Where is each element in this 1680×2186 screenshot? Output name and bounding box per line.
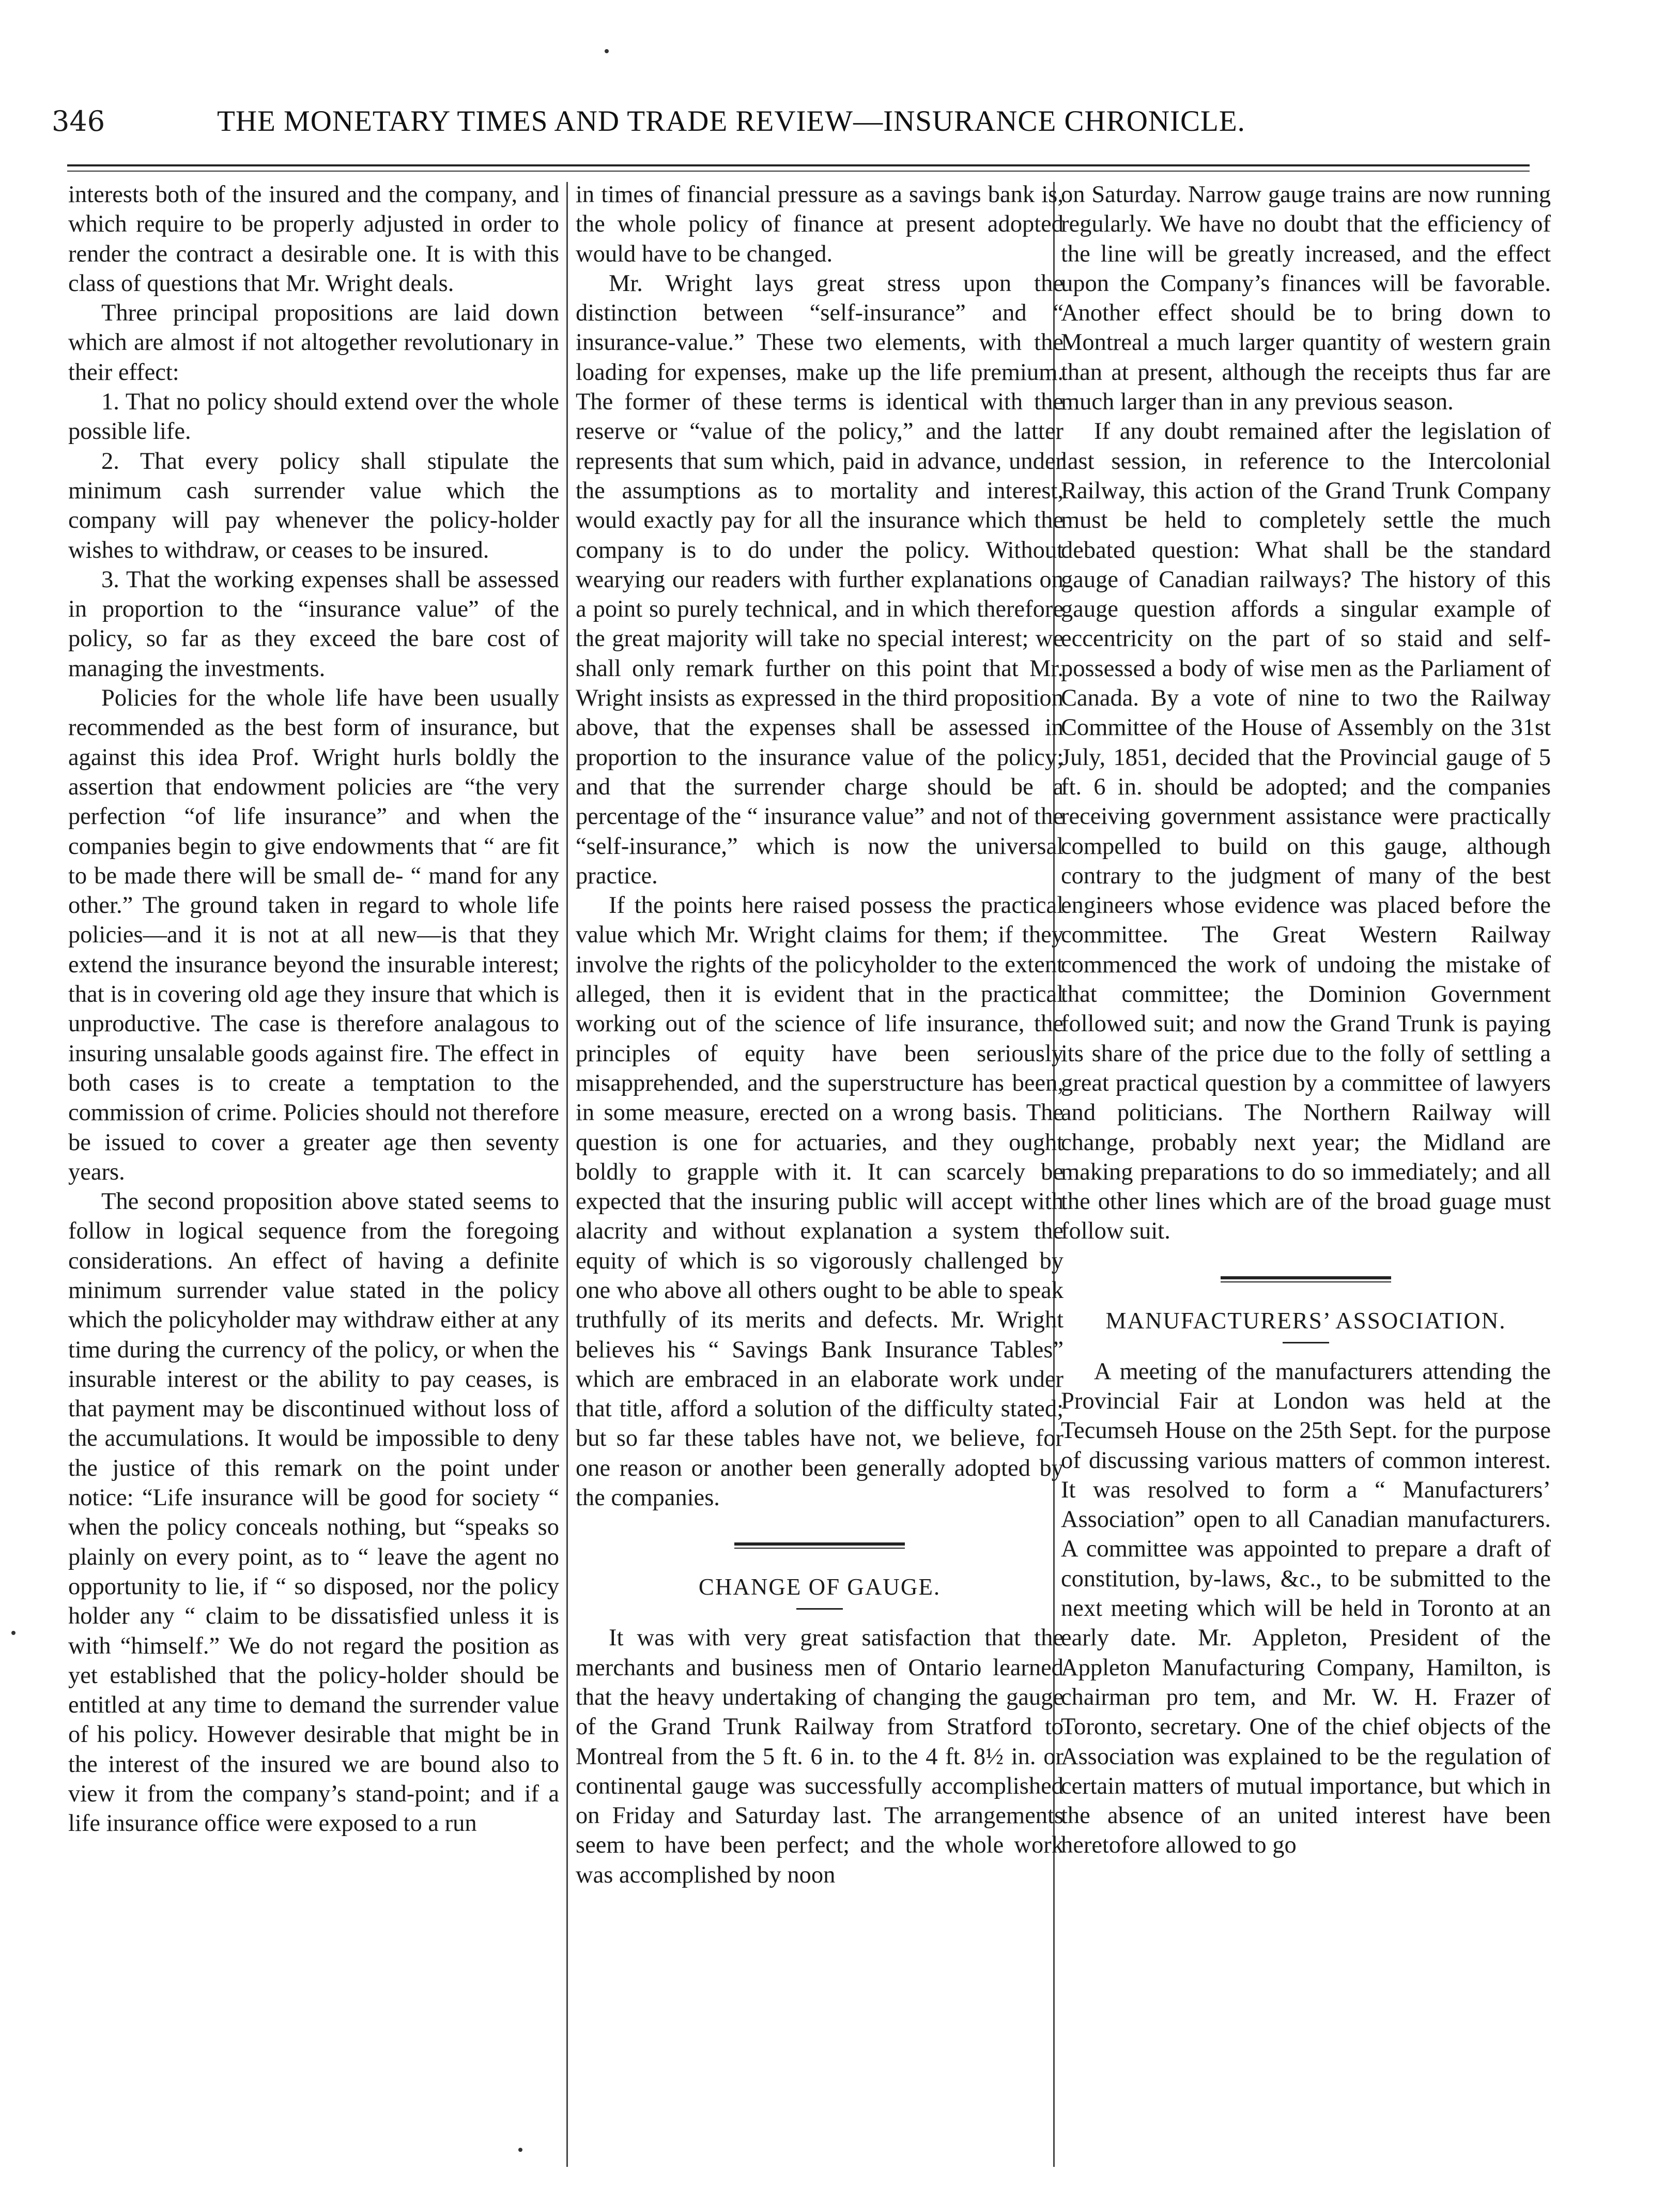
paragraph: on Saturday. Narrow gauge trains are now running regularly. We have no doubt that the efficiency of the line will be greatly increased, and the effect upon the Company’s finances will be favorable. Another effect should be to bring down to Montreal a much larger quantity of western grain than at present, although the receipts thus far are much larger than in any previous season.	[1061, 181, 1551, 416]
header-rule-thin	[67, 171, 1530, 172]
paragraph: interests both of the insured and the company, and which require to be properly adjusted in order to render the contract a desirable one. It is with this class of questions that Mr. Wright deals.	[68, 181, 559, 297]
ink-smudge	[11, 1631, 16, 1635]
column-3	[1061, 180, 1551, 1860]
column-1	[68, 180, 559, 1839]
section-rule-thick	[734, 1542, 905, 1546]
paragraph: in times of financial pressure as a savings bank is, the whole policy of finance at present adopted would have to be changed.	[576, 181, 1064, 267]
header-rule-thick	[67, 164, 1530, 166]
heading-rule	[796, 1608, 843, 1610]
spacer	[576, 1549, 1064, 1572]
page-number: 346	[52, 105, 105, 137]
paragraph: A meeting of the manufacturers attending the Provincial Fair at London was held at the Tecumseh House on the 25th Sept. for the purpose of discussing various matters of common interest. It was resolved to form a “ Manufacturers’ Association” open to all Canadian manufacturers. A committee was appointed to prepare a draft of constitution, by-laws, &c., to be submitted to the next meeting which will be held in Toronto at an early date. Mr. Appleton, President of the Appleton Manufacturing Company, Hamilton, is chairman pro tem, and Mr. W. H. Frazer of Toronto, secretary. One of the chief objects of the Association was explained to be the regulation of certain matters of mutual importance, but which in the absence of an united interest have been heretofore allowed to go	[1061, 1358, 1551, 1859]
running-title: THE MONETARY TIMES AND TRADE REVIEW—INSURANCE CHRONICLE.	[217, 105, 1245, 137]
paragraph: Mr. Wright lays great stress upon the distinction between “self-insurance” and “ insurance-value.” These two elements, with the loading for expenses, make up the life premium. The former of these terms is identical with the reserve or “value of the policy,” and the latter represents that sum which, paid in advance, under the assumptions as to mortality and interest, would exactly pay for all the insurance which the company is to do under the policy. Without wearying our readers with further explanations on a point so purely technical, and in which therefore the great majority will take no special interest; we shall only remark further on this point that Mr. Wright insists as expressed in the third proposition above, that the expenses shall be assessed in proportion to the insurance value of the policy; and that the surrender charge should be a percentage of the “ insurance value” and not of the “self-insurance,” which is now the universal practice.	[576, 270, 1064, 889]
list-item: 3. That the working expenses shall be assessed in proportion to the “insurance value” of the policy, so far as they exceed the bare cost of managing the investments.	[68, 566, 559, 682]
ink-smudge	[518, 2148, 522, 2152]
section-rule-thick	[1221, 1276, 1391, 1279]
column-divider	[566, 182, 568, 2167]
section-heading: CHANGE OF GAUGE.	[698, 1574, 941, 1600]
spacer	[1061, 1246, 1551, 1276]
spacer	[576, 1512, 1064, 1542]
section-heading: MANUFACTURERS’ ASSOCIATION.	[1105, 1307, 1506, 1334]
heading-rule	[1283, 1342, 1329, 1343]
paragraph: The second proposition above stated seems to follow in logical sequence from the foregoing considerations. An effect of having a definite minimum surrender value stated in the policy which the policyholder may withdraw either at any time during the currency of the policy, or when the insurable interest or the ability to pay ceases, is that payment may be discontinued without loss of the accumulations. It would be impossible to deny the justice of this remark on the point under notice: “Life insurance will be good for society “ when the policy conceals nothing, but “speaks so plainly on every point, as to “ leave the agent no opportunity to lie, if “ so disposed, nor the policy holder any “ claim to be dissatisfied unless it is with “himself.” We do not regard the position as yet established that the policy-holder should be entitled at any time to demand the surrender value of his policy. However desirable that might be in the interest of the insured we are bound also to view it from the company’s stand-point; and if a life insurance office were exposed to a run	[68, 1188, 559, 1837]
paragraph: Policies for the whole life have been usually recommended as the best form of insurance, but against this idea Prof. Wright hurls boldly the assertion that endowment policies are “the very perfection “of life insurance” and when the companies begin to give endowments that “ are fit to be made there will be small de- “ mand for any other.” The ground taken in regard to whole life policies—and it is not at all new—is that they extend the insurance beyond the insurable interest; that is in covering old age they insure that which is unproductive. The case is therefore analagous to insuring unsalable goods against fire. The effect in both cases is to create a temptation to the commission of crime. Policies should not therefore be issued to cover a greater age then seventy years.	[68, 685, 559, 1185]
column-2	[576, 180, 1064, 1890]
list-item: 2. That every policy shall stipulate the minimum cash surrender value which the company will pay whenever the policy-holder wishes to withdraw, or ceases to be insured.	[68, 448, 559, 563]
paragraph: If any doubt remained after the legislation of last session, in reference to the Intercolonial Railway, this action of the Grand Trunk Company must be held to completely settle the much debated question: What shall be the standard gauge of Canadian railways? The history of this gauge question affords a singular example of eccentricity on the part of so staid and self-possessed a body of wise men as the Parliament of Canada. By a vote of nine to two the Railway Committee of the House of Assembly on the 31st July, 1851, decided that the Provincial gauge of 5 ft. 6 in. should be adopted; and the companies receiving government assistance were practically compelled to build on this gauge, although contrary to the judgment of many of the best engineers whose evidence was placed before the committee. The Great Western Railway commenced the work of undoing the mistake of that committee; the Dominion Government followed suit; and now the Grand Trunk is paying its share of the price due to the folly of settling a great practical question by a committee of lawyers and politicians. The Northern Railway will change, probably next year; the Midland are making preparations to do so immediately; and all the other lines which are of the broad guage must follow suit.	[1061, 418, 1551, 1245]
paragraph: Three principal propositions are laid down which are almost if not altogether revolutionary in their effect:	[68, 300, 559, 386]
page-header	[52, 101, 1540, 158]
list-item: 1. That no policy should extend over the whole possible life.	[68, 389, 559, 445]
paragraph: It was with very great satisfaction that the merchants and business men of Ontario learned that the heavy undertaking of changing the gauge of the Grand Trunk Railway from Stratford to Montreal from the 5 ft. 6 in. to the 4 ft. 8½ in. or continental gauge was successfully accomplished on Friday and Saturday last. The arrangements seem to have been perfect; and the whole work was accomplished by noon	[576, 1625, 1064, 1888]
ink-smudge	[605, 49, 609, 53]
paragraph: If the points here raised possess the practical value which Mr. Wright claims for them; if they involve the rights of the policyholder to the extent alleged, then it is evident that in the practical working out of the science of life insurance, the principles of equity have been seriously misapprehended, and the superstructure has been, in some measure, erected on a wrong basis. The question is one for actuaries, and they ought boldly to grapple with it. It can scarcely be expected that the insuring public will accept with alacrity and without explanation a system the equity of which is so vigorously challenged by one who above all others ought to be able to speak truthfully of its merits and defects. Mr. Wright believes his “ Savings Bank Insurance Tables” which are embraced in an elaborate work under that title, afford a solution of the difficulty stated; but so far these tables have not, we believe, for one reason or another been generally adopted by the companies.	[576, 892, 1064, 1511]
spacer	[1061, 1282, 1551, 1306]
